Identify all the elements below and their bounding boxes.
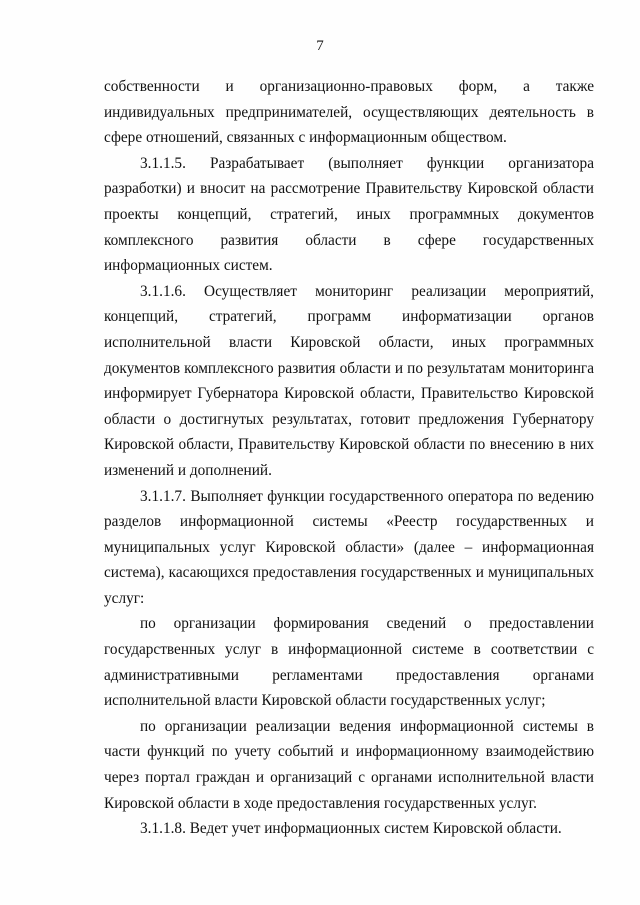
page-number: 7 (316, 38, 324, 54)
paragraph-events-accounting: по организации реализации ведения информационной системы в части функций по учету событий и информационному взаимодействию через портал граждан и организаций с органами исполнительной власти Кировской области в ходе предоставления государственных услуг. (104, 717, 594, 812)
document-body (104, 74, 594, 842)
paragraph-3-1-1-8: 3.1.1.8. Ведет учет информационных систем Кировской области. (140, 820, 562, 838)
paragraph-3-1-1-5: 3.1.1.5. Разрабатывает (выполняет функции организатора разработки) и вносит на рассмотрение Правительству Кировской области проекты концепций, стратегий, иных программных документов комплексного развития области в сфере государственных информационных систем. (104, 154, 594, 275)
paragraph-3-1-1-6: 3.1.1.6. Осуществляет мониторинг реализации мероприятий, концепций, стратегий, программ информатизации органов исполнительной власти Кировской области, иных программных документов комплексного развития области и по результатам мониторинга информирует Губернатора Кировской области, Правительство Кировской области о достигнутых результатах, готовит предложения Губернатору Кировской области, Правительству Кировской области по внесению в них изменений и дополнений. (104, 282, 594, 479)
paragraph-forming-info: по организации формирования сведений о предоставлении государственных услуг в информационной системе в соответствии с административными регламентами предоставления органами исполнительной власти Кировской области государственных услуг; (104, 615, 594, 710)
paragraph-3-1-1-7: 3.1.1.7. Выполняет функции государственного оператора по ведению разделов информационной системы «Реестр государственных и муниципальных услуг Кировской области» (далее – информационная система), касающихся предоставления государственных и муниципальных услуг: (104, 487, 594, 607)
paragraph-continuation: собственности и организационно-правовых форм, а также индивидуальных предпринимателей, осуществляющих деятельность в сфере отношений, связанных с информационным обществом. (104, 78, 594, 147)
